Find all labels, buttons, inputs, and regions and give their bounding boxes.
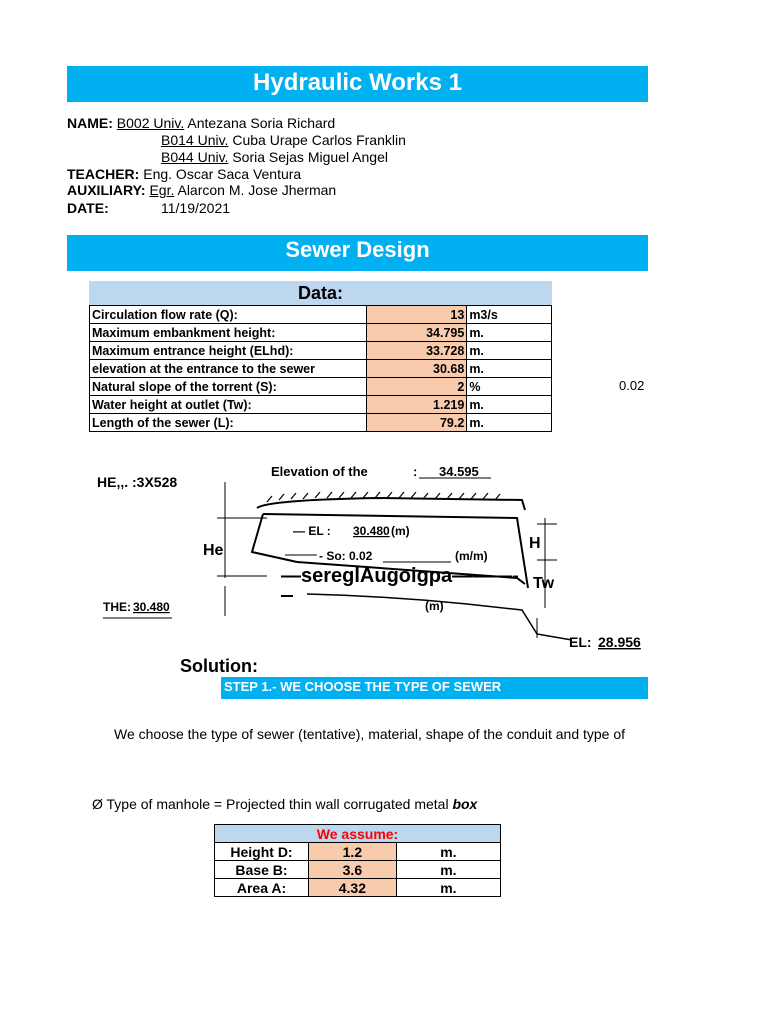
assume-value: 4.32 (308, 879, 396, 897)
data-value: 34.795 (366, 324, 467, 342)
auxiliary-line (67, 182, 336, 199)
auxiliary-prefix: Egr. (149, 182, 175, 198)
data-unit: m3/s (467, 306, 552, 324)
student-line-3 (161, 149, 388, 166)
embankment-top (257, 498, 525, 510)
teacher-name: Eng. Oscar Saca Ventura (143, 166, 302, 182)
step-1-banner: STEP 1.- WE CHOOSE THE TYPE OF SEWER (221, 677, 648, 699)
data-label: Maximum entrance height (ELhd): (90, 342, 367, 360)
student-name: Soria Sejas Miguel Angel (232, 149, 388, 165)
slope-decimal: 0.02 (619, 378, 645, 393)
data-value: 79.2 (366, 414, 467, 432)
name-label: NAME: (67, 115, 113, 131)
data-label: Natural slope of the torrent (S): (90, 378, 367, 396)
date-line (67, 200, 231, 217)
bullet-text: Type of manhole = Projected thin wall corrugated metal (106, 796, 449, 812)
assume-unit: m. (396, 861, 500, 879)
assume-label: Area A: (215, 879, 309, 897)
data-value: 30.68 (366, 360, 467, 378)
assume-value: 1.2 (308, 843, 396, 861)
el-inlet-value: 30.480 (353, 524, 390, 538)
assume-label: Height D: (215, 843, 309, 861)
data-row (90, 306, 552, 324)
elevation-label: Elevation of the (271, 464, 368, 479)
data-label: elevation at the entrance to the sewer (90, 360, 367, 378)
he-top-label: HE,,. :3X528 (97, 474, 178, 490)
sewer-diagram (67, 458, 657, 658)
student-line-2 (161, 132, 406, 149)
student-code: B014 Univ. (161, 132, 229, 148)
tw-label: Tw (533, 575, 555, 592)
assume-row (215, 879, 501, 897)
data-table-header: Data: (89, 281, 552, 305)
the-value: 30.480 (133, 600, 170, 614)
data-unit: m. (467, 324, 552, 342)
h-label: H (529, 535, 541, 552)
data-unit: m. (467, 396, 552, 414)
assume-label: Base B: (215, 861, 309, 879)
student-line-1 (67, 115, 335, 132)
data-label: Water height at outlet (Tw): (90, 396, 367, 414)
el-outlet-label: EL: (569, 634, 592, 650)
data-row (90, 360, 552, 378)
student-code: B044 Univ. (161, 149, 229, 165)
assume-value: 3.6 (308, 861, 396, 879)
so-unit: (m/m) (455, 549, 488, 563)
date-value: 11/19/2021 (161, 200, 231, 216)
assume-unit: m. (396, 843, 500, 861)
data-value: 13 (366, 306, 467, 324)
data-label: Maximum embankment height: (90, 324, 367, 342)
step-1-paragraph (67, 726, 642, 743)
assume-table (214, 824, 501, 897)
data-unit: % (467, 378, 552, 396)
assume-unit: m. (396, 879, 500, 897)
student-name: Cuba Urape Carlos Franklin (232, 132, 406, 148)
bullet-symbol: Ø (92, 796, 103, 812)
el-inlet-unit: (m) (391, 524, 410, 538)
the-label: THE: (103, 600, 131, 614)
elevation-value: 34.595 (439, 464, 479, 479)
data-unit: m. (467, 414, 552, 432)
data-table (89, 305, 552, 432)
data-row (90, 324, 552, 342)
outlet-unit: (m) (425, 599, 444, 613)
data-label: Length of the sewer (L): (90, 414, 367, 432)
solution-heading: Solution: (180, 656, 258, 676)
data-value: 1.219 (366, 396, 467, 414)
student-code: B002 Univ. (116, 115, 185, 131)
el-outlet-value: 28.956 (598, 634, 641, 650)
student-name: Antezana Soria Richard (187, 115, 336, 131)
manhole-bullet (92, 796, 477, 812)
so-label: - So: 0.02 (319, 549, 373, 563)
data-label: Circulation flow rate (Q): (90, 306, 367, 324)
el-inlet-prefix: — EL : (293, 524, 331, 538)
section-banner: Sewer Design (67, 235, 648, 271)
auxiliary-label: AUXILIARY: (67, 182, 146, 198)
data-row (90, 414, 552, 432)
data-row (90, 396, 552, 414)
data-unit: m. (467, 342, 552, 360)
title-banner: Hydraulic Works 1 (67, 66, 648, 102)
data-unit: m. (467, 360, 552, 378)
assume-row (215, 843, 501, 861)
data-row (90, 378, 552, 396)
bullet-emphasis: box (452, 796, 478, 812)
teacher-label: TEACHER: (67, 166, 140, 182)
data-value: 2 (366, 378, 467, 396)
paragraph-text: We choose the type of sewer (tentative), material, shape of the conduit and type of (114, 726, 626, 742)
assume-row (215, 861, 501, 879)
data-value: 33.728 (366, 342, 467, 360)
elevation-colon: : (413, 464, 418, 479)
data-row (90, 342, 552, 360)
date-label: DATE: (67, 200, 109, 216)
teacher-line (67, 166, 301, 183)
auxiliary-name: Alarcon M. Jose Jherman (177, 182, 337, 198)
assume-header: We assume: (215, 825, 501, 843)
he-label: He (203, 542, 224, 559)
garbled-label: —sereglAugoigpa———- (281, 565, 519, 587)
